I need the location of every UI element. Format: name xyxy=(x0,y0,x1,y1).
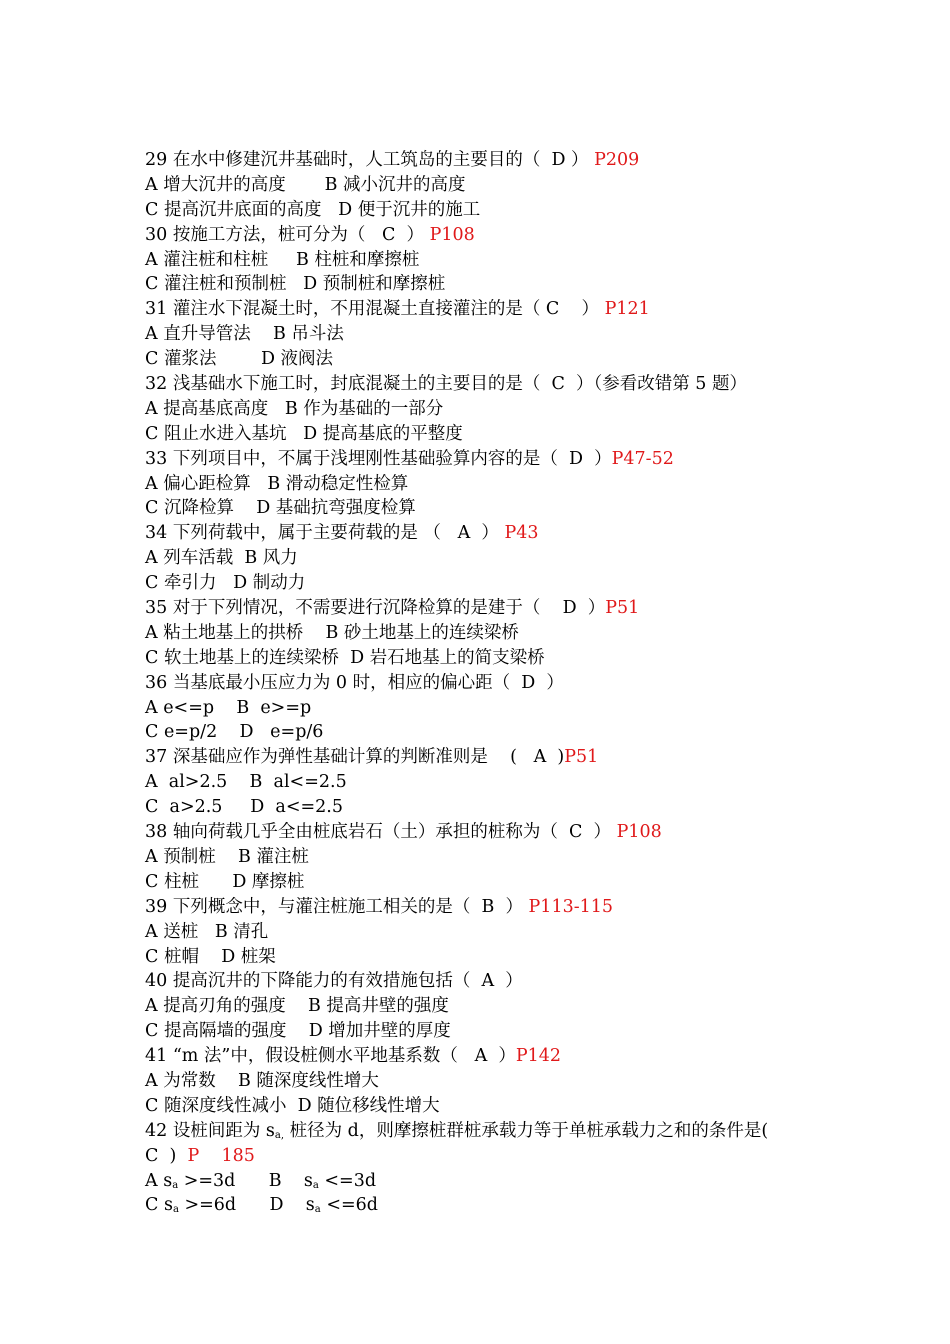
line-text: 41 “m 法”中，假设桩侧水平地基系数（ A ） xyxy=(145,1046,516,1067)
page-reference: P 185 xyxy=(187,1145,255,1166)
option-line xyxy=(145,1019,825,1044)
line-text: A 提高基底高度 B 作为基础的一部分 xyxy=(145,398,444,419)
line-text: C 阻止水进入基坑 D 提高基底的平整度 xyxy=(145,423,463,444)
option-line xyxy=(145,795,825,820)
line-text: C s xyxy=(145,1195,173,1216)
subscript: a, xyxy=(274,1129,285,1141)
line-text: C 牵引力 D 制动力 xyxy=(145,573,306,594)
line-text: 32 浅基础水下施工时，封底混凝土的主要目的是（ C ）（参看改错第 5 题） xyxy=(145,374,747,395)
option-line xyxy=(145,472,825,497)
page-reference: P43 xyxy=(504,523,539,544)
line-text: >=3d B s xyxy=(178,1170,313,1191)
question-38 xyxy=(145,820,825,845)
option-line xyxy=(145,1193,825,1218)
option-line xyxy=(145,347,825,372)
question-29 xyxy=(145,148,825,173)
option-line xyxy=(145,696,825,721)
line-text: A 增大沉井的高度 B 减小沉井的高度 xyxy=(145,174,466,195)
question-37 xyxy=(145,745,825,770)
line-text: 33 下列项目中，不属于浅埋刚性基础验算内容的是（ D ） xyxy=(145,448,612,469)
line-text: 桩径为 d，则摩擦桩群桩承载力等于单桩承载力之和的条件是( xyxy=(284,1120,769,1141)
line-text: C 提高沉井底面的高度 D 便于沉井的施工 xyxy=(145,199,481,220)
line-text: 40 提高沉井的下降能力的有效措施包括（ A ） xyxy=(145,971,523,992)
line-text: 34 下列荷载中，属于主要荷载的是 （ A ） xyxy=(145,523,499,544)
line-text: C e=p/2 D e=p/6 xyxy=(145,722,324,743)
option-line xyxy=(145,770,825,795)
option-line xyxy=(145,546,825,571)
question-39 xyxy=(145,895,825,920)
line-text: A s xyxy=(145,1170,173,1191)
line-text: A 偏心距检算 B 滑动稳定性检算 xyxy=(145,473,409,494)
line-text: 31 灌注水下混凝土时，不用混凝土直接灌注的是（ C ） xyxy=(145,299,600,320)
line-text: C 桩帽 D 桩架 xyxy=(145,946,276,967)
line-text: 36 当基底最小压应力为 0 时，相应的偏心距（ D ） xyxy=(145,672,564,693)
line-text: <=3d xyxy=(318,1170,377,1191)
page-reference: P121 xyxy=(604,299,650,320)
option-line xyxy=(145,272,825,297)
option-line xyxy=(145,422,825,447)
option-line xyxy=(145,198,825,223)
line-text: 37 深基础应作为弹性基础计算的判断准则是 ( A ) xyxy=(145,747,565,768)
question-34 xyxy=(145,521,825,546)
question-35 xyxy=(145,596,825,621)
question-36 xyxy=(145,671,825,696)
option-line xyxy=(145,173,825,198)
option-line xyxy=(145,994,825,1019)
line-text: A 直升导管法 B 吊斗法 xyxy=(145,324,344,345)
option-line xyxy=(145,845,825,870)
line-text: A 预制桩 B 灌注桩 xyxy=(145,846,309,867)
line-text: C 随深度线性减小 D 随位移线性增大 xyxy=(145,1095,440,1116)
question-42 xyxy=(145,1119,825,1144)
option-line xyxy=(145,571,825,596)
line-text: C 提高隔墙的强度 D 增加井壁的厚度 xyxy=(145,1021,451,1042)
question-31 xyxy=(145,297,825,322)
option-line xyxy=(145,1094,825,1119)
page-reference: P142 xyxy=(515,1046,562,1067)
line-text: A 提高刃角的强度 B 提高井壁的强度 xyxy=(145,996,449,1017)
option-line xyxy=(145,870,825,895)
question-42-continued xyxy=(145,1144,825,1169)
page-reference: P108 xyxy=(429,224,475,245)
option-line xyxy=(145,945,825,970)
line-text: 38 轴向荷载几乎全由桩底岩石（土）承担的桩称为（ C ） xyxy=(145,822,611,843)
option-line xyxy=(145,920,825,945)
option-line xyxy=(145,322,825,347)
page-reference: P51 xyxy=(564,747,599,768)
line-text: C 柱桩 D 摩擦桩 xyxy=(145,871,305,892)
line-text: 42 设桩间距为 s xyxy=(145,1120,275,1141)
line-text: <=6d xyxy=(320,1195,378,1216)
question-list xyxy=(145,148,825,1218)
page-reference: P51 xyxy=(605,598,640,619)
question-41 xyxy=(145,1044,825,1069)
subscript: a xyxy=(312,1179,319,1191)
line-text: 29 在水中修建沉井基础时，人工筑岛的主要目的（ D ） xyxy=(145,150,589,170)
line-text: A 为常数 B 随深度线性增大 xyxy=(145,1070,379,1091)
option-line xyxy=(145,720,825,745)
line-text: 30 按施工方法，桩可分为（ C ） xyxy=(145,224,425,245)
line-text: 39 下列概念中，与灌注桩施工相关的是（ B ） xyxy=(145,896,523,917)
line-text: A al>2.5 B al<=2.5 xyxy=(145,772,347,793)
page-reference: P108 xyxy=(616,822,662,843)
option-line xyxy=(145,248,825,273)
line-text: >=6d D s xyxy=(178,1195,315,1216)
question-33 xyxy=(145,447,825,472)
question-32 xyxy=(145,372,825,397)
option-line xyxy=(145,646,825,671)
subscript: a xyxy=(172,1179,179,1191)
line-text: 35 对于下列情况，不需要进行沉降检算的是建于（ D ） xyxy=(145,598,606,619)
line-text: C a>2.5 D a<=2.5 xyxy=(145,797,344,818)
option-line xyxy=(145,621,825,646)
line-text: A 灌注桩和柱桩 B 柱桩和摩擦桩 xyxy=(145,249,420,270)
page-reference: P47-52 xyxy=(611,448,674,469)
question-30 xyxy=(145,223,825,248)
line-text: C ) xyxy=(145,1145,188,1166)
page-reference: P209 xyxy=(594,150,640,170)
subscript: a xyxy=(314,1204,321,1216)
line-text: C 沉降检算 D 基础抗弯强度检算 xyxy=(145,498,416,519)
subscript: a xyxy=(172,1204,179,1216)
line-text: C 灌注桩和预制桩 D 预制桩和摩擦桩 xyxy=(145,274,446,295)
line-text: C 软土地基上的连续梁桥 D 岩石地基上的简支梁桥 xyxy=(145,647,545,668)
question-40 xyxy=(145,969,825,994)
option-line xyxy=(145,1069,825,1094)
option-line xyxy=(145,1169,825,1194)
line-text: A e<=p B e>=p xyxy=(145,697,312,718)
option-line xyxy=(145,496,825,521)
line-text: A 列车活载 B 风力 xyxy=(145,548,298,569)
option-line xyxy=(145,397,825,422)
line-text: A 粘土地基上的拱桥 B 砂土地基上的连续梁桥 xyxy=(145,622,519,643)
page-reference: P113-115 xyxy=(528,896,614,917)
line-text: A 送桩 B 清孔 xyxy=(145,921,269,942)
line-text: C 灌浆法 D 液阀法 xyxy=(145,349,334,370)
